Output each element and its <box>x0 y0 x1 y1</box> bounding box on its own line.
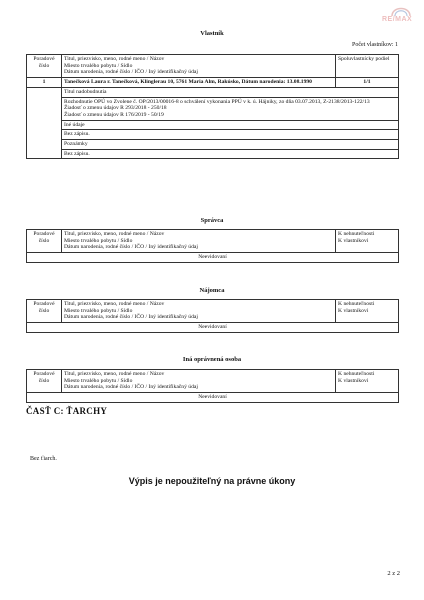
ina-osoba-header-main: Titul, priezvisko, meno, rodné meno / Názov Miesto trvalého pobytu / Sídlo Dátum narodenia, rodné číslo / IČO / Iný identifikačný údaj <box>62 370 336 393</box>
remax-watermark <box>380 2 422 28</box>
spravca-footer-row <box>27 253 399 263</box>
ina-osoba-header-right: K nehnuteľnosti K vlastníkovi <box>336 370 399 393</box>
ina-osoba-title: Iná oprávnená osoba <box>182 356 242 363</box>
disclaimer: Výpis je nepoužiteľný na právne úkony <box>128 476 296 486</box>
titul-text-row <box>27 97 399 120</box>
spravca-header-main: Titul, priezvisko, meno, rodné meno / Názov Miesto trvalého pobytu / Sídlo Dátum narodenia, rodné číslo / IČO / Iný identifikačný údaj <box>62 230 336 253</box>
owner-row <box>27 78 399 88</box>
bez-zapisu-row-2 <box>27 149 399 159</box>
header-no: Poradové číslo <box>27 55 62 78</box>
najomca-header-no: Poradové číslo <box>27 300 62 323</box>
owner-header-row <box>27 55 399 78</box>
ina-osoba-table <box>26 369 399 403</box>
owner-row-share: 1/1 <box>336 78 399 88</box>
part-c-text: Bez ťiarch. <box>30 456 57 462</box>
spravca-footer: Neevidovaní <box>27 253 399 263</box>
spravca-table <box>26 229 399 263</box>
titul-label-row <box>27 87 399 97</box>
owner-side-blank <box>27 87 62 159</box>
header-share: Spoluvlastnícky podiel <box>336 55 399 78</box>
owner-row-no: 1 <box>27 78 62 88</box>
titul-label: Titul nadobudnutia <box>62 87 399 97</box>
poznamky-label: Poznámky <box>62 140 399 150</box>
spravca-header-row <box>27 230 399 253</box>
poznamky-row <box>27 140 399 150</box>
owner-row-name: Tanečková Laura r. Tanečková, Klinglerau 10, 5761 Maria Alm, Rakúsko, Dátum narodenia: 13.08.1990 <box>62 78 336 88</box>
najomca-header-row <box>27 300 399 323</box>
najomca-header-main: Titul, priezvisko, meno, rodné meno / Názov Miesto trvalého pobytu / Sídlo Dátum narodenia, rodné číslo / IČO / Iný identifikačný údaj <box>62 300 336 323</box>
spravca-header-right: K nehnuteľnosti K vlastníkovi <box>336 230 399 253</box>
header-main: Titul, priezvisko, meno, rodné meno / Názov Miesto trvalého pobytu / Sídlo Dátum narodenia, rodné číslo / IČO / Iný identifikačný údaj <box>62 55 336 78</box>
najomca-header-right: K nehnuteľnosti K vlastníkovi <box>336 300 399 323</box>
ina-osoba-header-no: Poradové číslo <box>27 370 62 393</box>
page-number: 2 z 2 <box>387 570 400 577</box>
ine-udaje-row <box>27 120 399 130</box>
titul-text: Rozhodnutie OPÚ vo Zvolene č. OP/2013/00016-8 o schválení vykonania PPÚ v k. ú. Hájniky, zo dňa 03.07.2013, Z-2138/2013-122/13 Žiadosť o zmenu údajov R 293/2018 - 250/18 Žiadosť o zmenu údajov R 176/2019 - 50/19 <box>62 97 399 120</box>
najomca-footer: Neevidovaní <box>27 323 399 333</box>
owner-section-title: Vlastník <box>200 30 224 37</box>
ine-udaje-label: Iné údaje <box>62 120 399 130</box>
najomca-footer-row <box>27 323 399 333</box>
najomca-table <box>26 299 399 333</box>
spravca-title: Správca <box>200 217 224 224</box>
watermark-text: RE/MAX <box>382 16 413 23</box>
spravca-header-no: Poradové číslo <box>27 230 62 253</box>
bez-zapisu-2: Bez zápisu. <box>62 149 399 159</box>
bez-zapisu-row-1 <box>27 130 399 140</box>
owner-count: Počet vlastníkov: 1 <box>352 42 398 48</box>
najomca-title: Nájomca <box>199 287 225 294</box>
ina-osoba-header-row <box>27 370 399 393</box>
owner-table <box>26 54 399 159</box>
ina-osoba-footer: Neevidovaní <box>27 393 399 403</box>
part-c-heading: ČASŤ C: ŤARCHY <box>26 406 108 416</box>
ina-osoba-footer-row <box>27 393 399 403</box>
bez-zapisu-1: Bez zápisu. <box>62 130 399 140</box>
